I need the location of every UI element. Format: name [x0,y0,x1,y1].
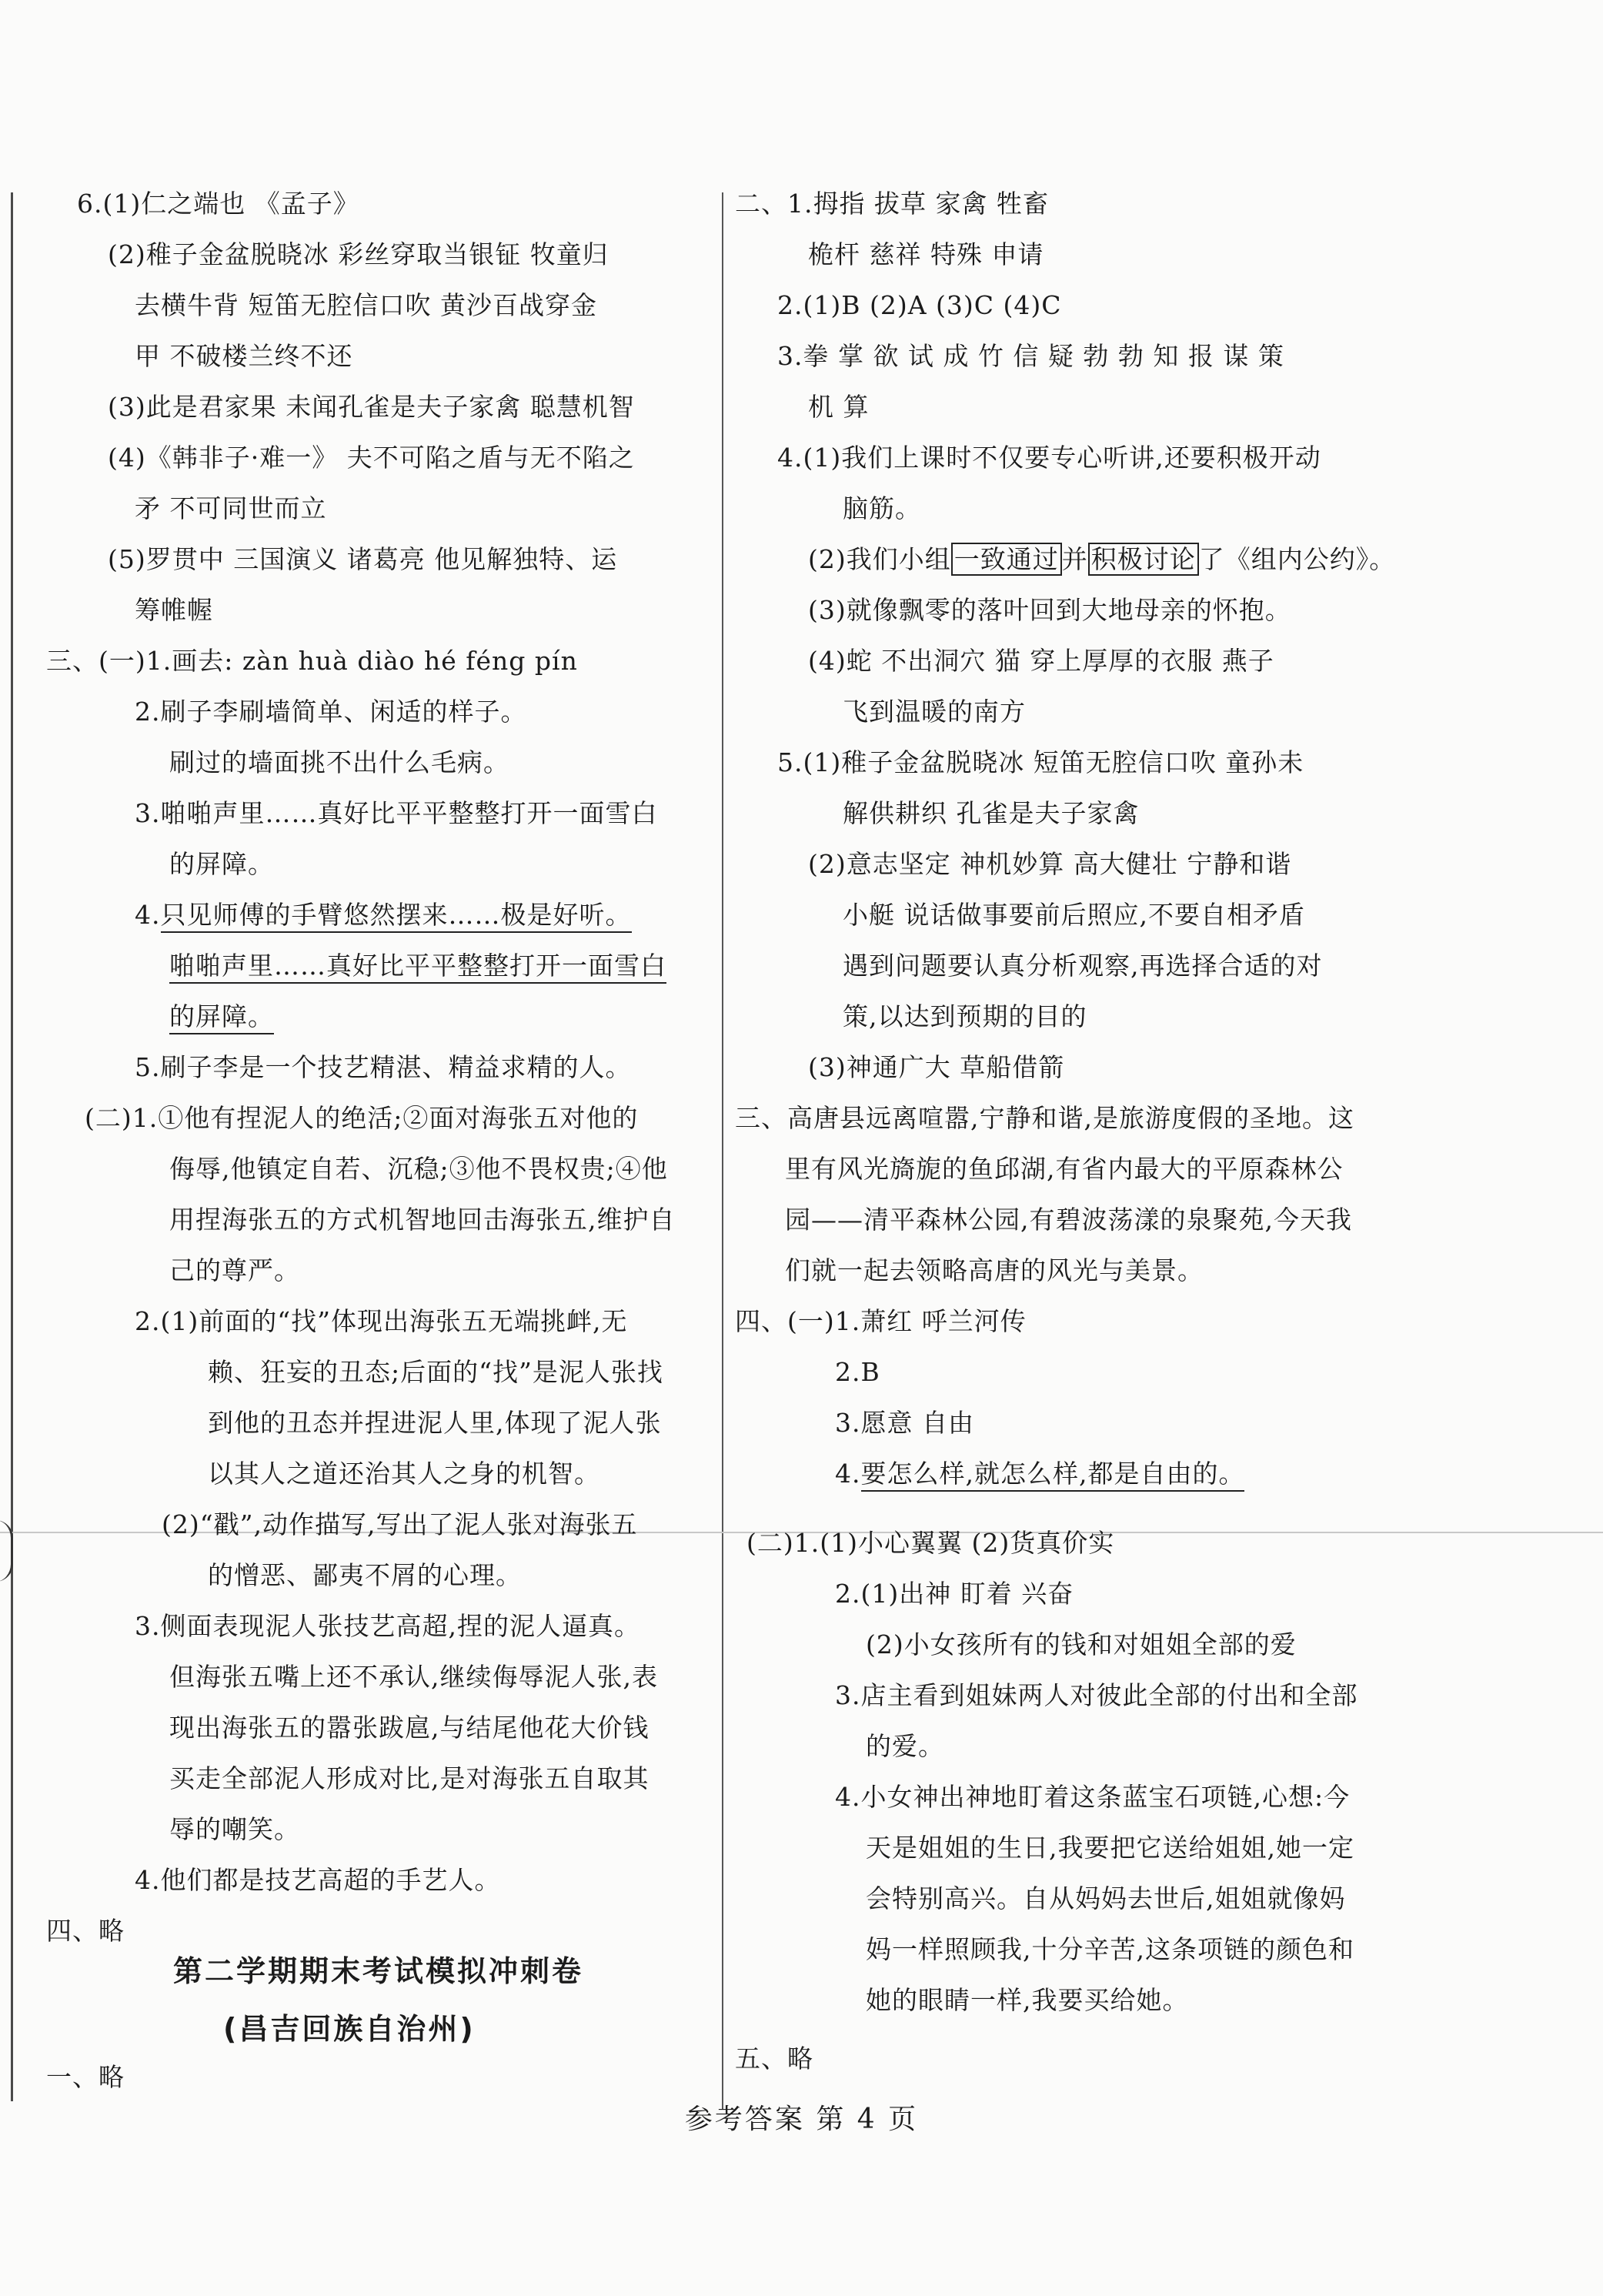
answer-text: 2.(1)B (2)A (3)C (4)C [777,290,1062,320]
left-answer-line [77,185,359,223]
right-answer-line [835,1778,1350,1816]
answer-text: 用捏海张五的方式机智地回击海张五,维护自 [169,1205,676,1235]
answer-text: 3.啪啪声里……真好比平平整整打开一面雪白 [135,798,658,828]
left-answer-line [46,642,578,680]
right-answer-line [866,1930,1354,1969]
answer-text: 的爱。 [866,1731,944,1761]
page-footer: 参考答案 第 4 页 [684,2104,919,2135]
left-answer-line [135,1861,501,1900]
right-answer-line [777,439,1321,477]
answer-text: 侮辱,他镇定自若、沉稳;③他不畏权贵;④他 [169,1154,668,1184]
right-answer-line [835,1404,974,1442]
right-answer-line [785,1252,1204,1290]
right-answer-line [843,794,1140,833]
right-answer-line [866,1829,1354,1867]
underlined-answer: 的屏障。 [169,1001,274,1034]
left-answer-line [162,1506,637,1544]
right-answer-line [808,591,1291,630]
answer-text: 四、(一)1.萧红 呼兰河传 [735,1306,1027,1336]
answer-text: 一、略 [46,2062,125,2092]
answer-text: 筹帷幄 [135,595,213,625]
left-answer-line [169,1252,300,1290]
answer-text: 3.愿意 自由 [835,1408,974,1438]
answer-text: (3)就像飘零的落叶回到大地母亲的怀抱。 [808,595,1291,625]
answer-text: 天是姐姐的生日,我要把它送给姐姐,她一定 [866,1833,1354,1863]
right-answer-line [866,1727,944,1766]
left-answer-line [208,1455,600,1493]
right-answer-line [808,642,1274,680]
answer-text: (二)1.(1)小心翼翼 (2)货真价实 [746,1528,1115,1558]
answer-text: 三、高唐县远离喧嚣,宁静和谐,是旅游度假的圣地。这 [735,1103,1354,1133]
answer-text: (2)“戳”,动作描写,写出了泥人张对海张五 [162,1509,638,1539]
left-answer-line [108,236,609,274]
right-answer-line [808,540,1395,579]
answer-text: 甲 不破楼兰终不还 [135,341,353,371]
answer-text: 己的尊严。 [169,1255,300,1285]
right-answer-line [746,1524,1114,1562]
left-answer-line [135,693,527,731]
answer-text: 小艇 说话做事要前后照应,不要自相矛盾 [843,900,1305,930]
left-margin-rule [11,192,13,2101]
underlined-answer: 啪啪声里……真好比平平整整打开一面雪白 [169,951,666,984]
left-answer-line [46,2058,125,2097]
answer-text: (3)此是君家果 未闻孔雀是夫子家禽 聪慧机智 [108,392,635,422]
answer-text: (二)1.①他有捏泥人的绝活;②面对海张五对他的 [85,1103,639,1133]
right-answer-line [843,693,1026,731]
answer-text: (2)小女孩所有的钱和对姐姐全部的爱 [866,1629,1297,1659]
answer-text: 5.(1)稚子金盆脱晓冰 短笛无腔信口吹 童孙未 [777,747,1304,777]
answer-text: 3.侧面表现泥人张技艺高超,捏的泥人逼真。 [135,1611,640,1641]
right-answer-line [777,337,1284,376]
answer-text: 现出海张五的嚣张跋扈,与结尾他花大价钱 [169,1713,650,1743]
answer-text: 2.B [835,1357,880,1387]
answer-text: 4.小女神出神地盯着这条蓝宝石项链,心想:今 [835,1782,1351,1812]
answer-text: 去横牛背 短笛无腔信口吹 黄沙百战穿金 [135,290,597,320]
answer-text: 4. [835,1459,861,1489]
left-answer-line [169,1810,300,1849]
left-answer-line [135,286,597,325]
answer-text: 里有风光旖旎的鱼邱湖,有省内最大的平原森林公 [785,1154,1344,1184]
answer-text: 矛 不可同世而立 [135,493,327,523]
right-answer-line [835,1353,880,1392]
answer-text: 3.店主看到姐妹两人对彼此全部的付出和全部 [835,1680,1358,1710]
answer-text: (4)蛇 不出洞穴 猫 穿上厚厚的衣服 燕子 [808,646,1274,676]
right-answer-line [735,1302,1027,1341]
right-answer-line [808,236,1044,274]
left-answer-line [135,591,213,630]
right-answer-line [843,947,1323,985]
answer-text: 赖、狂妄的丑态;后面的“找”是泥人张找 [208,1357,663,1387]
answer-text: 以其人之道还治其人之身的机智。 [208,1459,600,1489]
left-answer-line [135,794,658,833]
answer-text: 3.拳 掌 欲 试 成 竹 信 疑 勃 勃 知 报 谋 策 [777,341,1284,371]
right-answer-line [808,845,1291,884]
left-answer-line [169,744,509,782]
left-answer-line [135,1607,640,1646]
right-answer-line [843,998,1087,1036]
answer-text: 飞到温暖的南方 [843,697,1026,727]
right-answer-line [866,1880,1346,1918]
answer-text: 解供耕织 孔雀是夫子家禽 [843,798,1140,828]
left-answer-line [169,845,274,884]
answer-text: 桅杆 慈祥 特殊 申请 [808,239,1044,269]
answer-text: 的憎恶、鄙夷不屑的心理。 [208,1560,522,1590]
answer-text: 6.(1)仁之端也 《孟子》 [77,189,359,219]
answer-text: 四、略 [46,1916,125,1946]
underlined-answer: 只见师傅的手臂悠然摆来……极是好听。 [161,900,632,933]
right-answer-line [735,2040,813,2078]
answer-text: 了《组内公约》。 [1198,544,1396,574]
answer-text: 辱的嘲笑。 [169,1814,300,1844]
right-answer-line [808,388,870,426]
right-answer-line [808,1048,1064,1087]
right-answer-line [735,185,1049,223]
left-answer-line [169,1709,650,1747]
answer-text: 三、(一)1.画去: zàn huà diào hé féng pín [46,646,578,676]
answer-text: 她的眼睛一样,我要买给她。 [866,1985,1189,2015]
right-answer-line [835,1575,1074,1613]
answer-text: 园——清平森林公园,有碧波荡漾的泉聚苑,今天我 [785,1205,1352,1235]
answer-text: 4. [135,900,161,930]
right-answer-line [843,896,1305,934]
boxed-phrase: 一致通过 [951,543,1062,576]
answer-text: 2.(1)出神 盯着 兴奋 [835,1579,1074,1609]
answer-text: 五、略 [735,2044,813,2074]
left-answer-line [135,337,353,376]
left-answer-line [208,1556,522,1595]
answer-text: 刷过的墙面挑不出什么毛病。 [169,747,509,777]
answer-text: 2.刷子李刷墙简单、闲适的样子。 [135,697,527,727]
answer-text: 但海张五嘴上还不承认,继续侮辱泥人张,表 [169,1662,658,1692]
answer-text: 策,以达到预期的目的 [843,1001,1087,1031]
answer-text: 2.(1)前面的“找”体现出海张五无端挑衅,无 [135,1306,628,1336]
left-answer-line [108,540,617,579]
answer-text: 并 [1061,544,1088,574]
exam-section-subtitle: (昌吉回族自治州) [223,2012,476,2046]
right-answer-line [777,286,1062,325]
left-answer-line [208,1404,662,1442]
answer-text: 遇到问题要认真分析观察,再选择合适的对 [843,951,1323,981]
answer-text: (3)神通广大 草船借箭 [808,1052,1065,1082]
answer-text: 到他的丑态并捏进泥人里,体现了泥人张 [208,1408,662,1438]
answer-text: 二、1.拇指 拔草 家禽 牲畜 [735,189,1049,219]
left-answer-line [135,1048,632,1087]
column-divider [722,192,723,2109]
left-answer-line [169,1201,676,1239]
answer-text: 们就一起去领略高唐的风光与美景。 [785,1255,1204,1285]
answer-text: (2)意志坚定 神机妙算 高大健壮 宁静和谐 [808,849,1292,879]
left-answer-line [85,1099,638,1138]
left-answer-line [135,1302,627,1341]
right-answer-line [785,1150,1344,1188]
right-answer-line [843,490,921,528]
answer-text: (5)罗贯中 三国演义 诸葛亮 他见解独特、运 [108,544,618,574]
answer-text: 的屏障。 [169,849,274,879]
left-answer-line [169,1760,650,1798]
left-answer-line [169,1658,658,1696]
left-answer-line [169,1150,668,1188]
underlined-answer: 要怎么样,就怎么样,都是自由的。 [861,1459,1245,1492]
right-answer-line [785,1201,1352,1239]
right-answer-line [866,1626,1297,1664]
left-answer-line [169,947,666,985]
left-answer-line [135,490,327,528]
left-answer-line [108,439,635,477]
answer-text: (4)《韩非子·难一》 夫不可陷之盾与无不陷之 [108,443,635,473]
left-answer-line [208,1353,663,1392]
right-answer-line [777,744,1304,782]
answer-text: 买走全部泥人形成对比,是对海张五自取其 [169,1763,650,1793]
answer-text: 4.(1)我们上课时不仅要专心听讲,还要积极开动 [777,443,1321,473]
answer-text: 会特别高兴。自从妈妈去世后,姐姐就像妈 [866,1883,1346,1913]
left-answer-line [108,388,635,426]
left-answer-line [135,896,632,934]
answer-text: 脑筋。 [843,493,921,523]
answer-text: 妈一样照顾我,十分辛苦,这条项链的颜色和 [866,1934,1354,1964]
left-answer-line [169,998,274,1036]
exam-section-title: 第二学期期末考试模拟冲刺卷 [173,1954,584,1988]
answer-text: 机 算 [808,392,870,422]
right-answer-line [735,1099,1354,1138]
answer-text: 5.刷子李是一个技艺精湛、精益求精的人。 [135,1052,632,1082]
right-answer-line [835,1676,1358,1715]
left-answer-line [46,1912,125,1950]
right-answer-line [835,1455,1244,1493]
answer-text: (2)稚子金盆脱晓冰 彩丝穿取当银钲 牧童归 [108,239,609,269]
answer-text: 4.他们都是技艺高超的手艺人。 [135,1865,501,1895]
answer-text: (2)我们小组 [808,544,951,574]
right-answer-line [866,1981,1189,2020]
boxed-phrase: 积极讨论 [1088,543,1199,576]
